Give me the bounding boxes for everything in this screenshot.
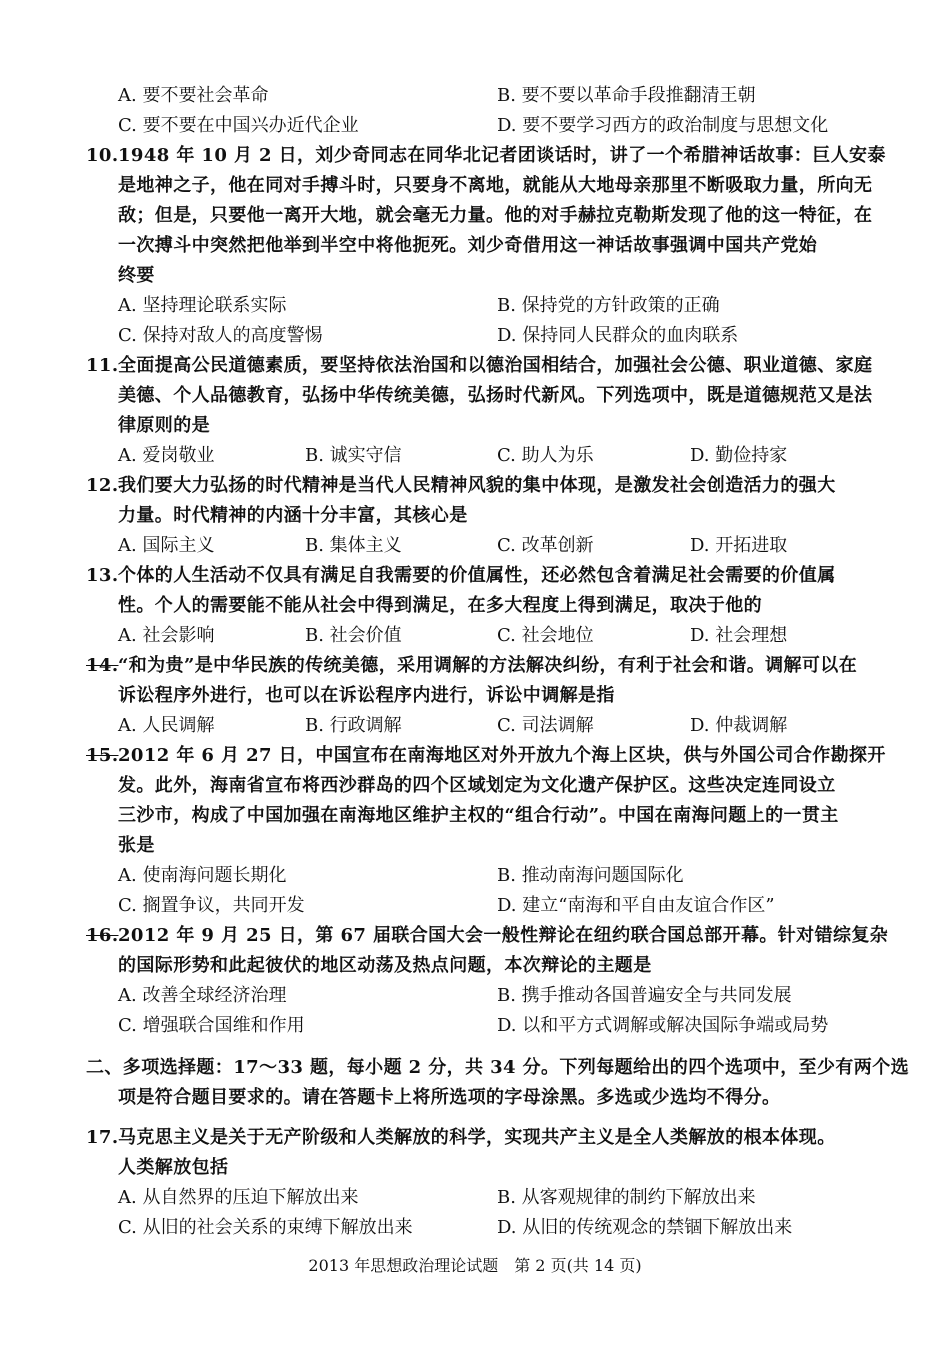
- section-heading-line: 项是符合题目要求的。请在答题卡上将所选项的字母涂黑。多选或少选均不得分。: [118, 1087, 781, 1108]
- q10-stem-line: 一次搏斗中突然把他举到半空中将他扼死。刘少奇借用这一神话故事强调中国共产党始: [118, 235, 818, 256]
- q15-option-c: C. 搁置争议，共同开发: [118, 895, 305, 916]
- q16-number: 16.: [86, 925, 119, 946]
- q14-stem-line: “和为贵”是中华民族的传统美德，采用调解的方法解决纠纷，有利于社会和谐。调解可以在: [118, 655, 858, 676]
- q11-option-b: B. 诚实守信: [305, 445, 402, 466]
- q12-stem-line: 我们要大力弘扬的时代精神是当代人民精神风貌的集中体现，是激发社会创造活力的强大: [118, 475, 836, 496]
- q10-option-b: B. 保持党的方针政策的正确: [497, 295, 720, 316]
- section-heading-line: 二、多项选择题：17～33 题，每小题 2 分，共 34 分。下列每题给出的四个选项中，至少有两个选: [86, 1057, 909, 1078]
- q15-stem-line: 三沙市，构成了中国加强在南海地区维护主权的“组合行动”。中国在南海问题上的一贯主: [118, 805, 839, 826]
- q12-option-a: A. 国际主义: [118, 535, 215, 556]
- q15-stem-line: 张是: [118, 835, 155, 856]
- q14-option-a: A. 人民调解: [118, 715, 215, 736]
- q14-option-d: D. 仲裁调解: [690, 715, 788, 736]
- q15-option-b: B. 推动南海问题国际化: [497, 865, 684, 886]
- q11-option-a: A. 爱岗敬业: [118, 445, 215, 466]
- q17-stem-line: 人类解放包括: [118, 1157, 229, 1178]
- q9-option-d: D. 要不要学习西方的政治制度与思想文化: [497, 115, 829, 136]
- q17-option-c: C. 从旧的社会关系的束缚下解放出来: [118, 1217, 413, 1238]
- q12-number: 12.: [86, 475, 119, 496]
- q11-number: 11.: [86, 355, 119, 376]
- q17-number: 17.: [86, 1127, 119, 1148]
- q11-stem-line: 全面提高公民道德素质，要坚持依法治国和以德治国相结合，加强社会公德、职业道德、家庭: [118, 355, 873, 376]
- q10-option-d: D. 保持同人民群众的血肉联系: [497, 325, 739, 346]
- q12-option-c: C. 改革创新: [497, 535, 594, 556]
- q10-option-a: A. 坚持理论联系实际: [118, 295, 287, 316]
- q15-number: 15.: [86, 745, 119, 766]
- q16-option-d: D. 以和平方式调解或解决国际争端或局势: [497, 1015, 829, 1036]
- q13-stem-line: 性。个人的需要能不能从社会中得到满足，在多大程度上得到满足，取决于他的: [118, 595, 762, 616]
- q13-stem-line: 个体的人生活动不仅具有满足自我需要的价值属性，还必然包含着满足社会需要的价值属: [118, 565, 836, 586]
- q14-stem-line: 诉讼程序外进行，也可以在诉讼程序内进行，诉讼中调解是指: [118, 685, 615, 706]
- q13-option-d: D. 社会理想: [690, 625, 788, 646]
- q9-option-a: A. 要不要社会革命: [118, 85, 269, 106]
- q16-option-b: B. 携手推动各国普遍安全与共同发展: [497, 985, 792, 1006]
- q13-option-c: C. 社会地位: [497, 625, 594, 646]
- q12-option-d: D. 开拓进取: [690, 535, 788, 556]
- q13-option-a: A. 社会影响: [118, 625, 215, 646]
- q12-stem-line: 力量。时代精神的内涵十分丰富，其核心是: [118, 505, 468, 526]
- q10-stem-line: 1948 年 10 月 2 日，刘少奇同志在同华北记者团谈话时，讲了一个希腊神话故事：巨人安泰: [118, 145, 886, 166]
- q10-number: 10.: [86, 145, 119, 166]
- q17-stem-line: 马克思主义是关于无产阶级和人类解放的科学，实现共产主义是全人类解放的根本体现。: [118, 1127, 836, 1148]
- page-footer: 2013 年思想政治理论试题 第 2 页(共 14 页): [308, 1256, 642, 1275]
- q16-stem-line: 的国际形势和此起彼伏的地区动荡及热点问题，本次辩论的主题是: [118, 955, 652, 976]
- q16-stem-line: 2012 年 9 月 25 日，第 67 届联合国大会一般性辩论在纽约联合国总部开幕。针对错综复杂: [118, 925, 889, 946]
- q13-number: 13.: [86, 565, 119, 586]
- q14-number: 14.: [86, 655, 119, 676]
- q12-option-b: B. 集体主义: [305, 535, 402, 556]
- q13-option-b: B. 社会价值: [305, 625, 402, 646]
- q14-option-c: C. 司法调解: [497, 715, 594, 736]
- q10-stem-line: 终要: [118, 265, 155, 286]
- q11-stem-line: 美德、个人品德教育，弘扬中华传统美德，弘扬时代新风。下列选项中，既是道德规范又是法: [118, 385, 873, 406]
- q9-option-c: C. 要不要在中国兴办近代企业: [118, 115, 359, 136]
- q16-option-c: C. 增强联合国维和作用: [118, 1015, 305, 1036]
- q10-stem-line: 敌；但是，只要他一离开大地，就会毫无力量。他的对手赫拉克勒斯发现了他的这一特征，在: [118, 205, 873, 226]
- q10-stem-line: 是地神之子，他在同对手搏斗时，只要身不离地，就能从大地母亲那里不断吸取力量，所向无: [118, 175, 873, 196]
- q14-option-b: B. 行政调解: [305, 715, 402, 736]
- q15-stem-line: 发。此外，海南省宣布将西沙群岛的四个区域划定为文化遗产保护区。这些决定连同设立: [118, 775, 836, 796]
- q15-option-d: D. 建立“南海和平自由友谊合作区”: [497, 895, 775, 916]
- q11-stem-line: 律原则的是: [118, 415, 210, 436]
- q10-option-c: C. 保持对敌人的高度警惕: [118, 325, 323, 346]
- q11-option-c: C. 助人为乐: [497, 445, 594, 466]
- q17-option-d: D. 从旧的传统观念的禁锢下解放出来: [497, 1217, 793, 1238]
- q17-option-a: A. 从自然界的压迫下解放出来: [118, 1187, 359, 1208]
- q15-option-a: A. 使南海问题长期化: [118, 865, 287, 886]
- q16-option-a: A. 改善全球经济治理: [118, 985, 287, 1006]
- q9-option-b: B. 要不要以革命手段推翻清王朝: [497, 85, 756, 106]
- q11-option-d: D. 勤俭持家: [690, 445, 788, 466]
- q15-stem-line: 2012 年 6 月 27 日，中国宣布在南海地区对外开放九个海上区块，供与外国公司合作勘探开: [118, 745, 886, 766]
- q17-option-b: B. 从客观规律的制约下解放出来: [497, 1187, 756, 1208]
